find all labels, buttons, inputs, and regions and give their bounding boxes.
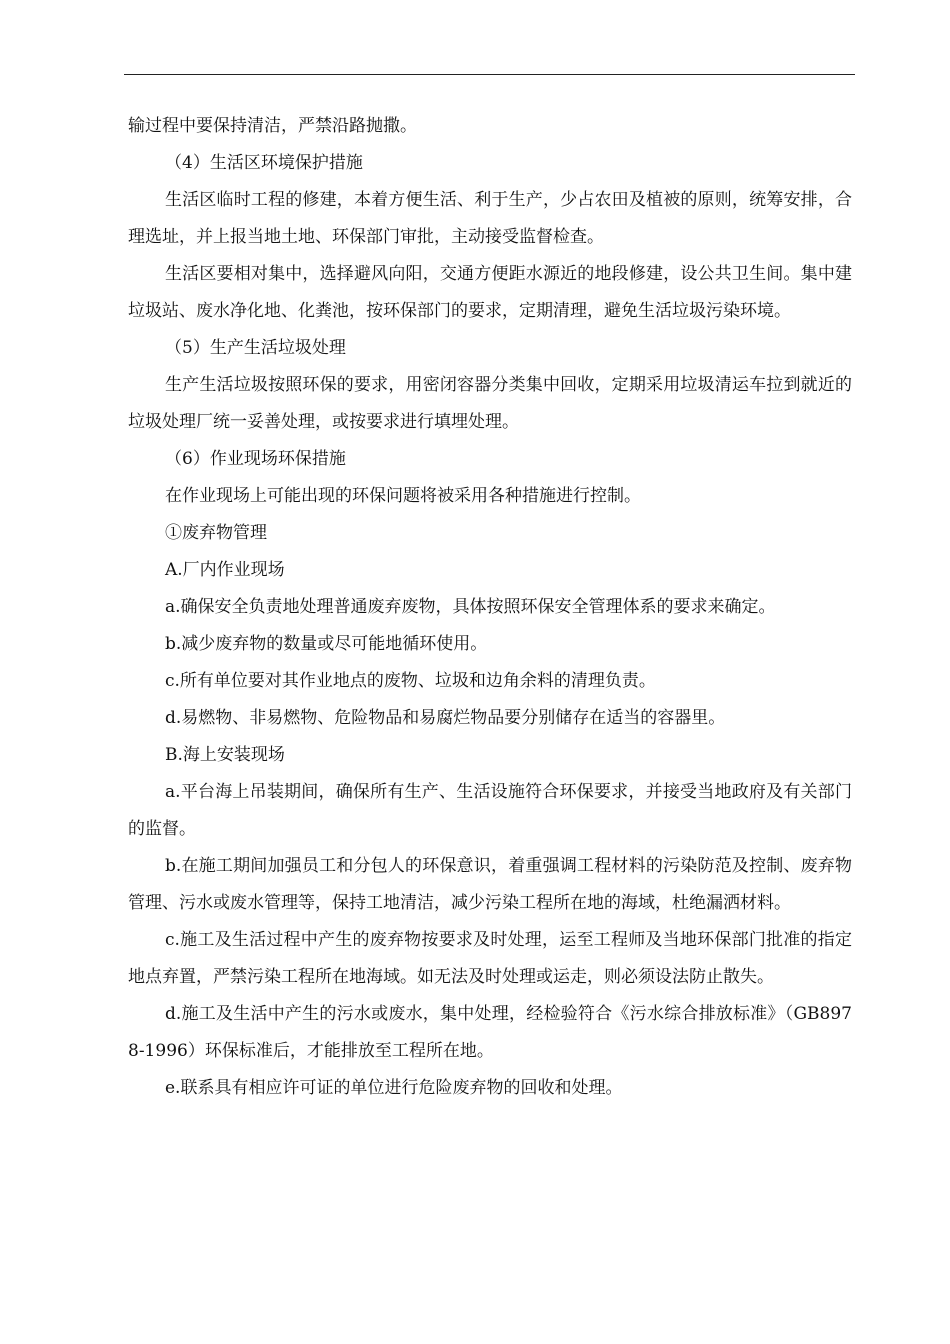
list-item-factory-a: a.确保安全负责地处理普通废弃废物，具体按照环保安全管理体系的要求来确定。 bbox=[165, 597, 776, 617]
paragraph-continuation: 输过程中要保持清洁，严禁沿路抛撒。 bbox=[128, 116, 417, 136]
subheading-offshore-site: B.海上安装现场 bbox=[165, 745, 285, 765]
list-item-offshore-a: a.平台海上吊装期间，确保所有生产、生活设施符合环保要求，并接受当地政府及有关部门的监督。 bbox=[128, 782, 852, 839]
subheading-waste-management: ①废弃物管理 bbox=[165, 523, 267, 543]
subheading-factory-site: A.厂内作业现场 bbox=[165, 560, 285, 580]
list-item-offshore-b: b.在施工期间加强员工和分包人的环保意识，着重强调工程材料的污染防范及控制、废弃物管理、污水或废水管理等，保持工地清洁，减少污染工程所在地的海域，杜绝漏洒材料。 bbox=[128, 856, 852, 913]
list-item-factory-b: b.减少废弃物的数量或尽可能地循环使用。 bbox=[165, 634, 488, 654]
document-body bbox=[128, 108, 852, 1107]
section-heading-living-area: （4）生活区环境保护措施 bbox=[165, 153, 363, 173]
paragraph-garbage-handling: 生产生活垃圾按照环保的要求，用密闭容器分类集中回收，定期采用垃圾清运车拉到就近的垃圾处理厂统一妥善处理，或按要求进行填埋处理。 bbox=[128, 375, 852, 432]
list-item-factory-c: c.所有单位要对其作业地点的废物、垃圾和边角余料的清理负责。 bbox=[165, 671, 656, 691]
section-heading-worksite: （6）作业现场环保措施 bbox=[165, 449, 346, 469]
list-item-offshore-d: d.施工及生活中产生的污水或废水，集中处理，经检验符合《污水综合排放标准》（GB8978-1996）环保标准后，才能排放至工程所在地。 bbox=[128, 1004, 852, 1061]
list-item-offshore-e: e.联系具有相应许可证的单位进行危险废弃物的回收和处理。 bbox=[165, 1078, 623, 1098]
list-item-offshore-c: c.施工及生活过程中产生的废弃物按要求及时处理，运至工程师及当地环保部门批准的指定地点弃置，严禁污染工程所在地海域。如无法及时处理或运走，则必须设法防止散失。 bbox=[128, 930, 852, 987]
paragraph-worksite-intro: 在作业现场上可能出现的环保问题将被采用各种措施进行控制。 bbox=[165, 486, 641, 506]
list-item-factory-d: d.易燃物、非易燃物、危险物品和易腐烂物品要分别储存在适当的容器里。 bbox=[165, 708, 726, 728]
header-rule bbox=[124, 74, 855, 75]
section-heading-garbage: （5）生产生活垃圾处理 bbox=[165, 338, 346, 358]
paragraph-living-area-location: 生活区要相对集中，选择避风向阳，交通方便距水源近的地段修建，设公共卫生间。集中建垃圾站、废水净化地、化粪池，按环保部门的要求，定期清理，避免生活垃圾污染环境。 bbox=[128, 264, 852, 321]
paragraph-living-area-construction: 生活区临时工程的修建，本着方便生活、利于生产，少占农田及植被的原则，统筹安排，合理选址，并上报当地土地、环保部门审批，主动接受监督检查。 bbox=[128, 190, 852, 247]
